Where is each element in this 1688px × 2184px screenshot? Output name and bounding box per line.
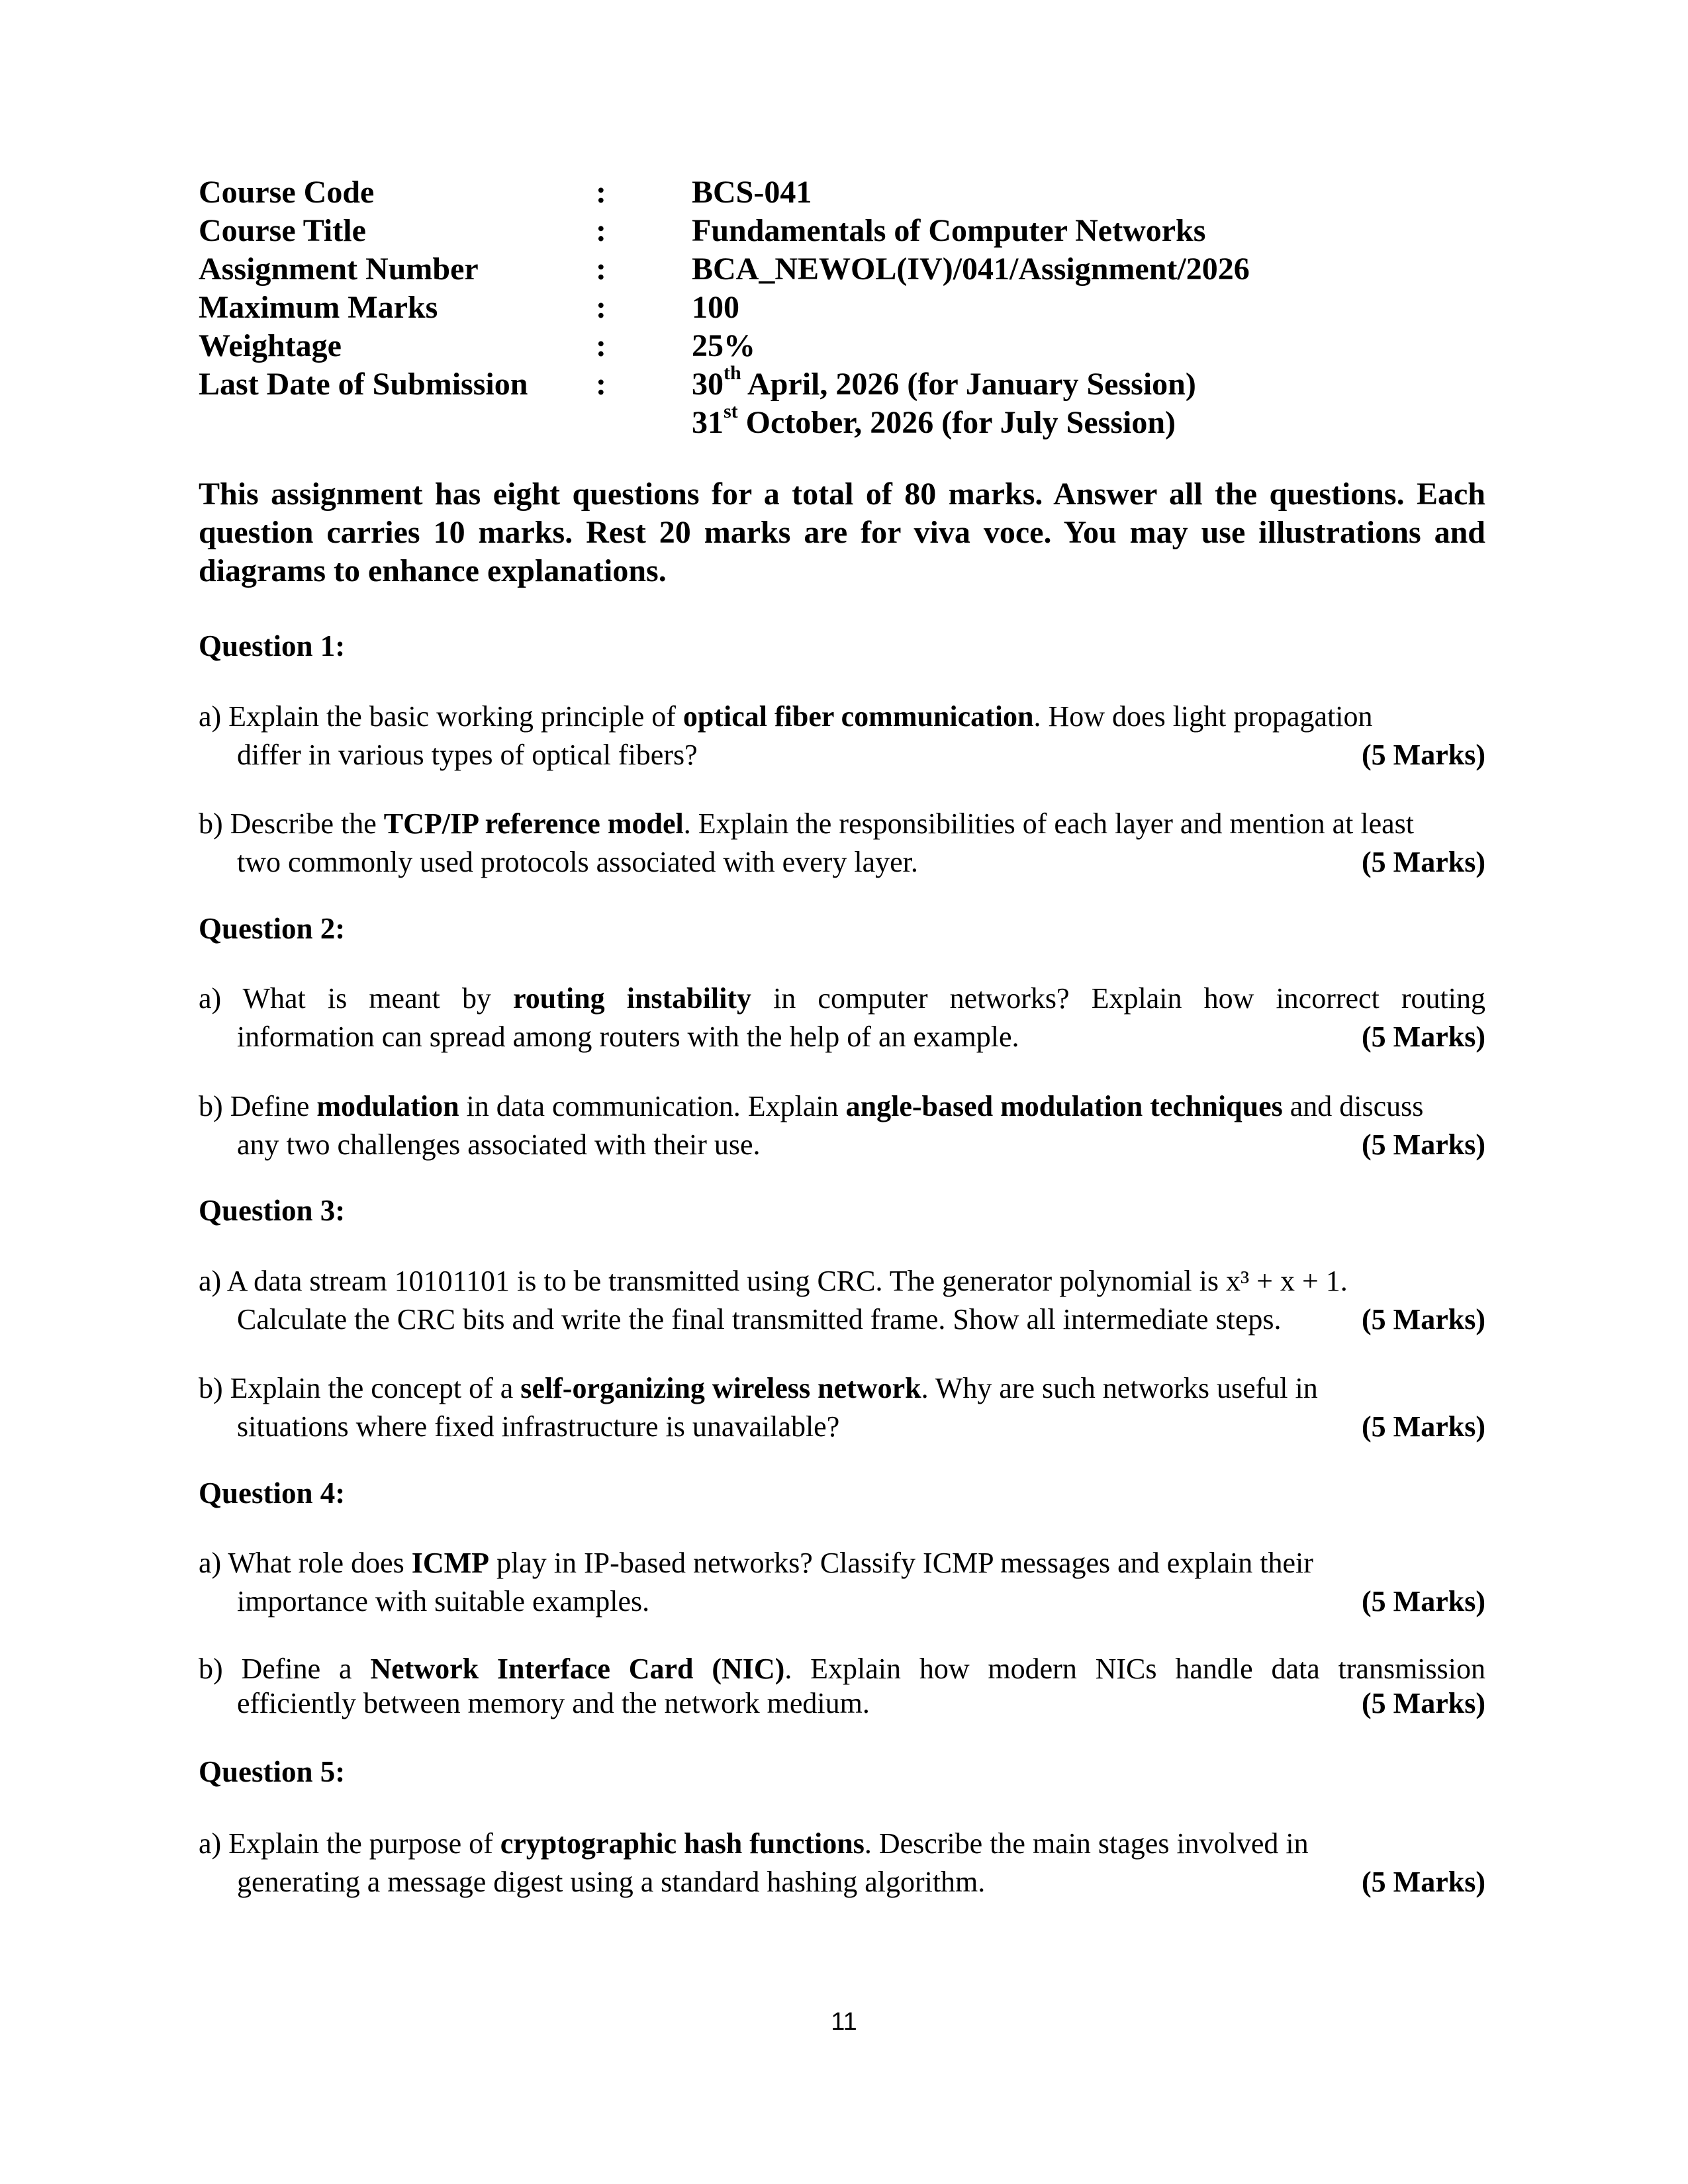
question-1-heading: Question 1: (199, 629, 346, 662)
question-3b: b) Explain the concept of a self-organizing wireless network. Why are such networks useful in situations where fixed infrastructure is unavailable? (5 Marks) (199, 1369, 1485, 1446)
question-2-heading: Question 2: (199, 912, 346, 945)
meta-label: Weightage (199, 328, 342, 363)
meta-label: Course Code (199, 175, 375, 210)
deadline-january: 30th April, 2026 (for January Session) (692, 362, 1196, 402)
meta-colon: : (596, 290, 606, 325)
meta-value: 100 (692, 290, 739, 325)
marks-label: (5 Marks) (1362, 1410, 1485, 1443)
marks-label: (5 Marks) (1362, 1866, 1485, 1898)
question-3a: a) A data stream 10101101 is to be transmitted using CRC. The generator polynomial is x³ + x + 1. Calculate the CRC bits and write the final transmitted frame. Show all intermediate steps. (5 Marks) (199, 1262, 1485, 1339)
marks-label: (5 Marks) (1362, 739, 1485, 771)
deadline-july: 31st October, 2026 (for July Session) (692, 400, 1176, 440)
question-4a: a) What role does ICMP play in IP-based networks? Classify ICMP messages and explain their importance with suitable examples. (5 Marks) (199, 1544, 1485, 1621)
meta-colon: : (596, 328, 606, 363)
question-2b: b) Define modulation in data communication. Explain angle-based modulation techniques and discuss any two challenges associated with their use. (5 Marks) (199, 1087, 1485, 1164)
meta-value: BCA_NEWOL(IV)/041/Assignment/2026 (692, 251, 1250, 287)
meta-colon: : (596, 213, 606, 248)
question-5-heading: Question 5: (199, 1755, 346, 1788)
meta-label: Course Title (199, 213, 366, 248)
meta-value: 25% (692, 328, 755, 363)
meta-colon: : (596, 367, 606, 402)
marks-label: (5 Marks) (1362, 1585, 1485, 1617)
marks-label: (5 Marks) (1362, 1303, 1485, 1336)
question-5a: a) Explain the purpose of cryptographic hash functions. Describe the main stages involved in generating a message digest using a standard hashing algorithm. (5 Marks) (199, 1825, 1485, 1901)
meta-colon: : (596, 251, 606, 287)
question-2a: a) What is meant by routing instability in computer networks? Explain how incorrect routing information can spread among routers with the help of an example. (5 Marks) (199, 979, 1485, 1056)
meta-label: Last Date of Submission (199, 367, 528, 402)
question-4-heading: Question 4: (199, 1477, 346, 1510)
meta-value: Fundamentals of Computer Networks (692, 213, 1206, 248)
question-3-heading: Question 3: (199, 1194, 346, 1227)
meta-label: Maximum Marks (199, 290, 438, 325)
question-1a: a) Explain the basic working principle of optical fiber communication. How does light propagation differ in various types of optical fibers? (5 Marks) (199, 698, 1485, 774)
marks-label: (5 Marks) (1362, 1021, 1485, 1053)
meta-value: BCS-041 (692, 175, 812, 210)
meta-colon: : (596, 175, 606, 210)
question-1b: b) Describe the TCP/IP reference model. Explain the responsibilities of each layer and mention at least two commonly used protocols associated with every layer. (5 Marks) (199, 805, 1485, 882)
marks-label: (5 Marks) (1362, 846, 1485, 878)
page-number: 11 (831, 2008, 857, 2036)
question-4b: b) Define a Network Interface Card (NIC). Explain how modern NICs handle data transmission efficiently between memory and the network medium. (5 Marks) (199, 1653, 1486, 1719)
marks-label: (5 Marks) (1362, 1128, 1485, 1161)
assignment-instructions: This assignment has eight questions for a total of 80 marks. Answer all the questions. Each question carries 10 marks. Rest 20 marks are for viva voce. You may use illustrations and diagrams to enhance explanations. (199, 477, 1485, 588)
marks-label: (5 Marks) (1362, 1687, 1485, 1719)
meta-label: Assignment Number (199, 251, 479, 287)
